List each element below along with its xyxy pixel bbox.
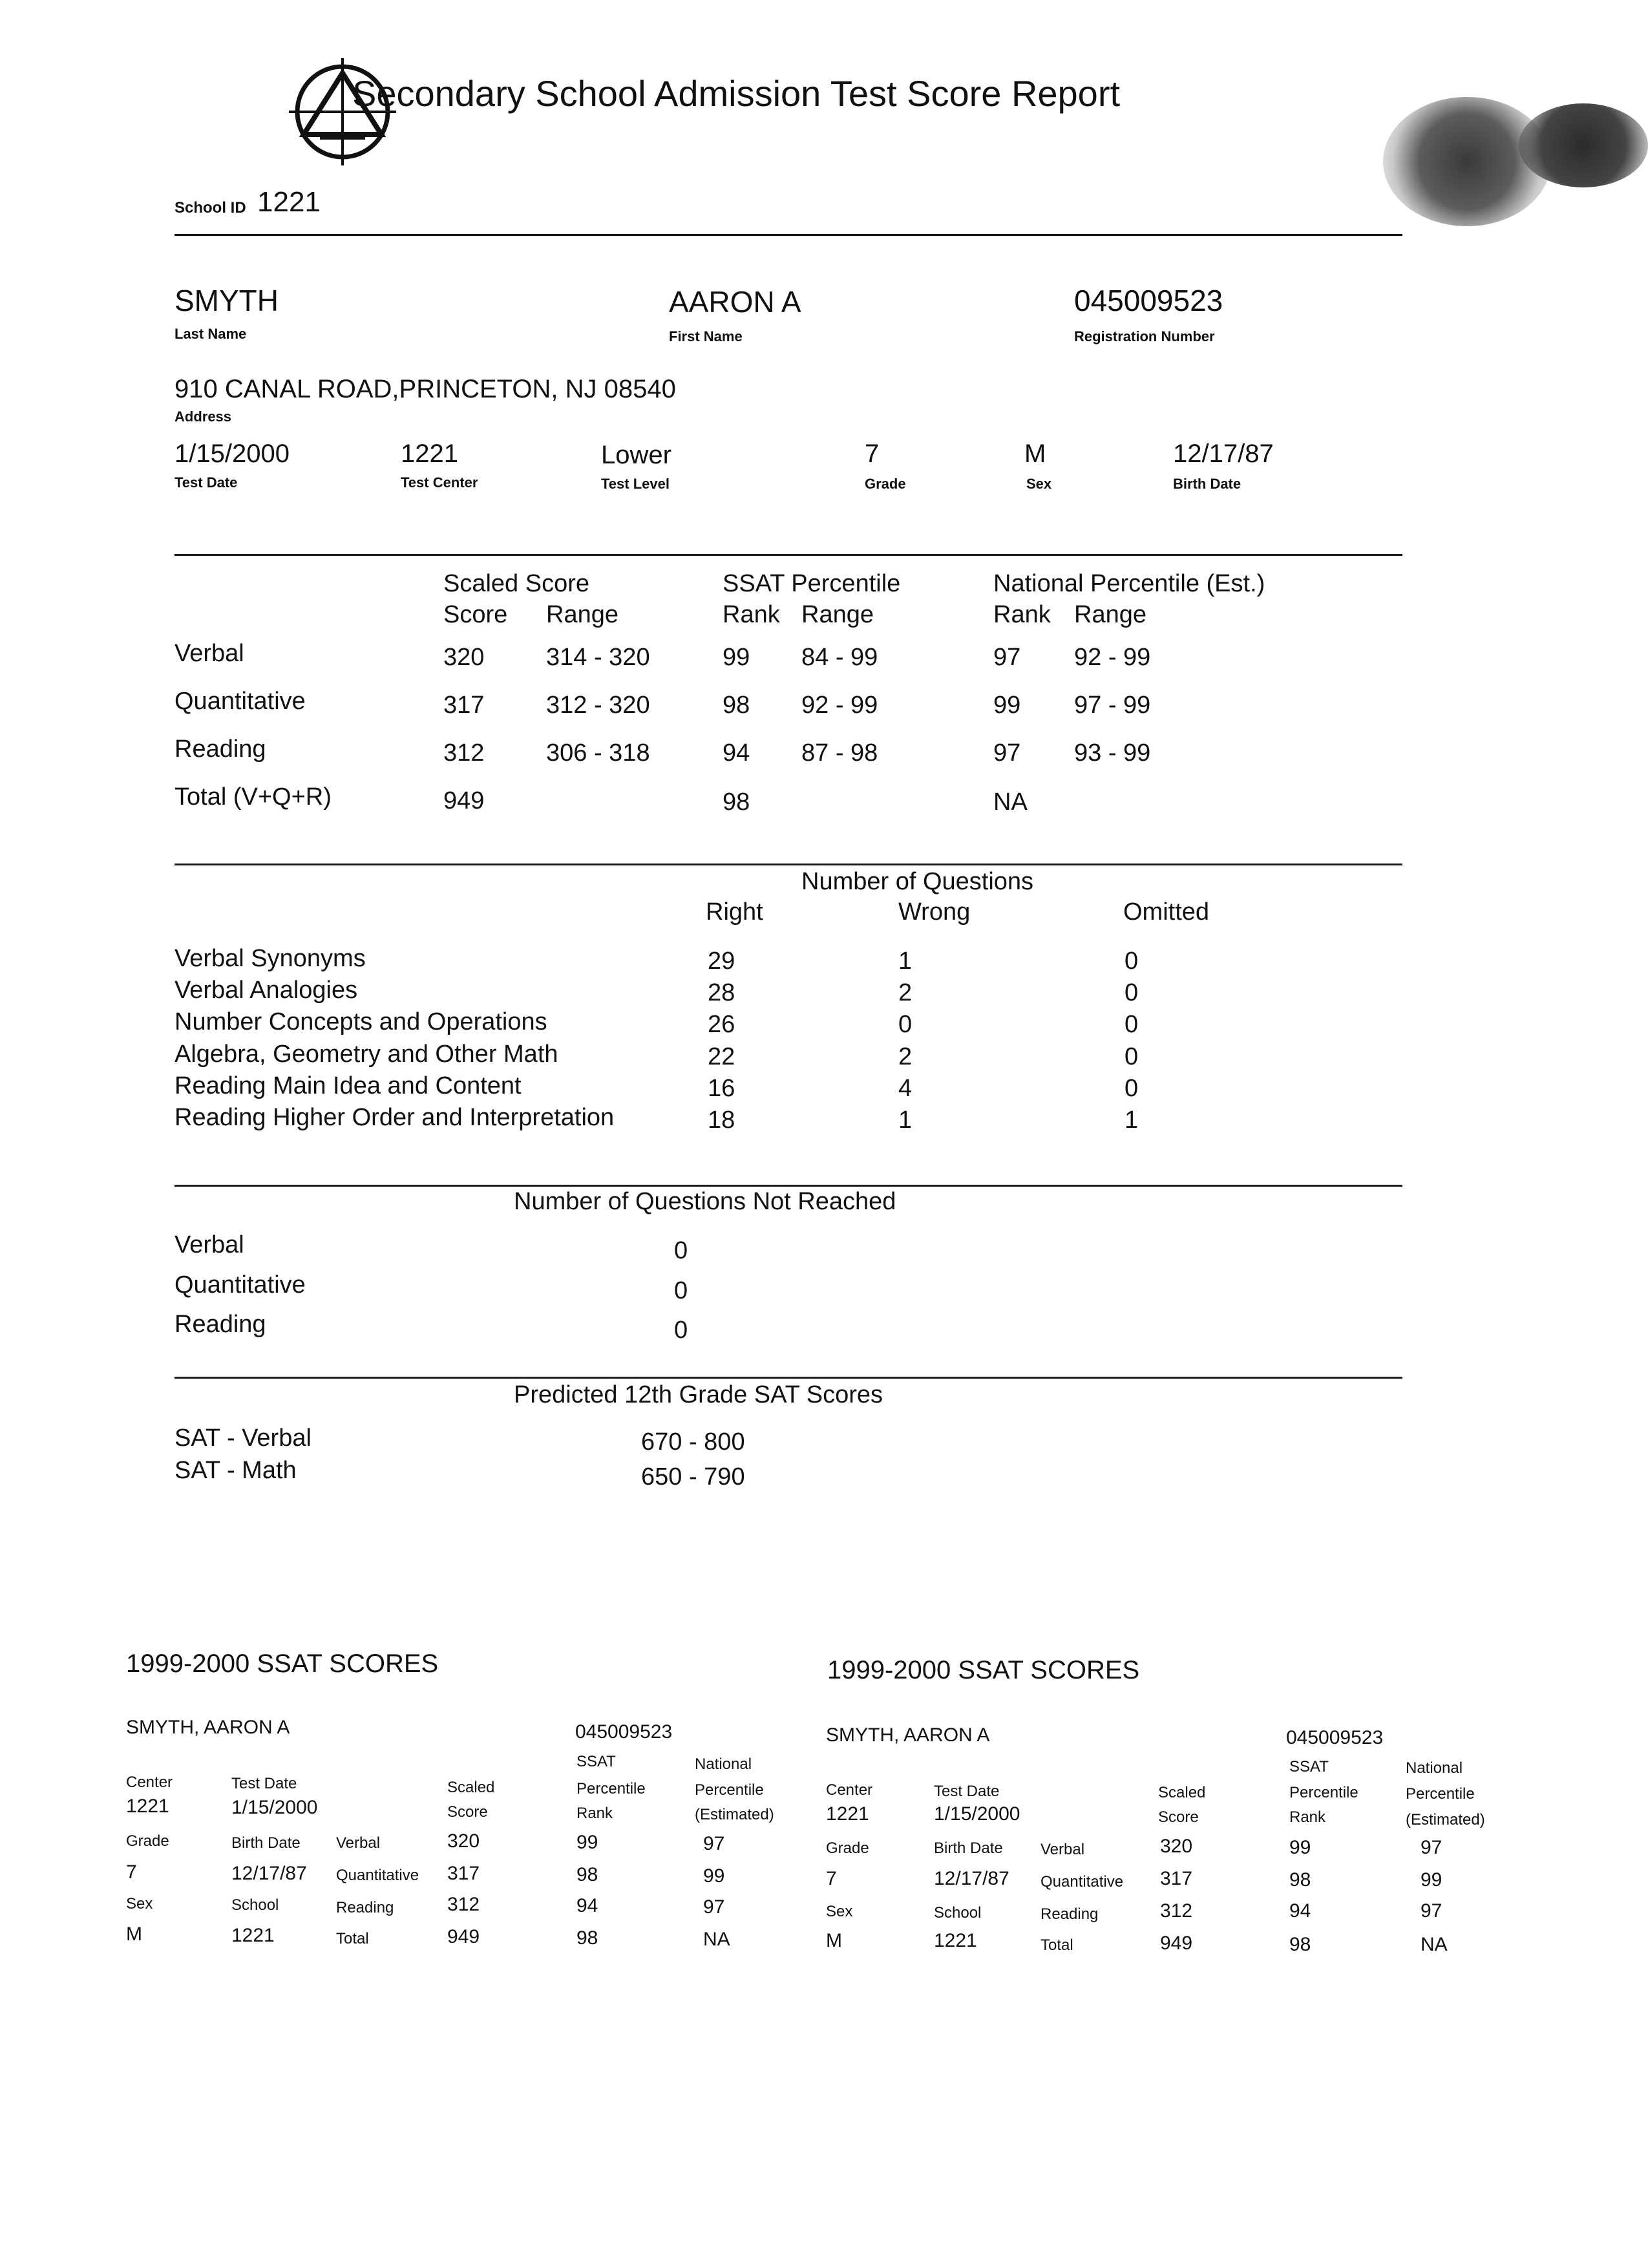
divider bbox=[174, 864, 1402, 865]
stub-test-date: 1/15/2000 bbox=[231, 1797, 318, 1818]
ssat-rank-subheader: Rank bbox=[723, 601, 780, 628]
ssat-rank: 94 bbox=[723, 739, 750, 767]
address: 910 CANAL ROAD,PRINCETON, NJ 08540 bbox=[174, 375, 676, 403]
stub-test-date: 1/15/2000 bbox=[934, 1803, 1020, 1825]
scaled-score-header: Scaled Score bbox=[443, 570, 590, 597]
birth-date-label: Birth Date bbox=[1173, 476, 1241, 492]
stub-grade: 7 bbox=[826, 1868, 837, 1889]
omitted-count: 0 bbox=[1125, 1011, 1139, 1038]
wrong-header: Wrong bbox=[898, 898, 971, 926]
stub-ssat: 99 bbox=[1289, 1837, 1311, 1858]
right-count: 29 bbox=[708, 948, 735, 975]
question-row-label: Algebra, Geometry and Other Math bbox=[174, 1041, 558, 1068]
stub-center-label: Center bbox=[126, 1774, 173, 1791]
stub-title: 1999-2000 SSAT SCORES bbox=[126, 1649, 439, 1678]
divider bbox=[174, 1185, 1402, 1187]
stub-scaled: 317 bbox=[447, 1863, 480, 1884]
stub-nat-label: National bbox=[695, 1755, 752, 1773]
stub-sex: M bbox=[826, 1930, 842, 1951]
nat-range: 97 - 99 bbox=[1074, 692, 1151, 719]
stub-scaled: 312 bbox=[447, 1894, 480, 1915]
stub-scaled-label: Scaled bbox=[447, 1779, 495, 1796]
ssat-range-subheader: Range bbox=[801, 601, 874, 628]
nat-rank: 97 bbox=[993, 644, 1021, 671]
school-id: 1221 bbox=[257, 186, 321, 218]
stub-title: 1999-2000 SSAT SCORES bbox=[827, 1656, 1140, 1684]
stub-ssat-label: Percentile bbox=[1289, 1784, 1358, 1801]
nat-range-subheader: Range bbox=[1074, 601, 1146, 628]
ssat-range: 87 - 98 bbox=[801, 739, 878, 767]
stub-sex: M bbox=[126, 1924, 142, 1945]
ssat-range: 84 - 99 bbox=[801, 644, 878, 671]
registration-label: Registration Number bbox=[1074, 328, 1215, 344]
not-reached-title: Number of Questions Not Reached bbox=[514, 1188, 896, 1215]
stub-score-label: Reading bbox=[336, 1899, 394, 1916]
question-row-label: Reading Higher Order and Interpretation bbox=[174, 1104, 615, 1131]
stub-score-label: Verbal bbox=[336, 1834, 381, 1852]
range-subheader: Range bbox=[546, 601, 618, 628]
right-count: 28 bbox=[708, 979, 735, 1006]
stub-nat-label: (Estimated) bbox=[695, 1806, 774, 1823]
stub-reg: 045009523 bbox=[575, 1721, 673, 1743]
right-count: 26 bbox=[708, 1011, 735, 1038]
nat-rank: NA bbox=[993, 789, 1028, 816]
stub-ssat-label: Rank bbox=[1289, 1808, 1326, 1826]
stub-nat: NA bbox=[703, 1929, 730, 1950]
birth-date: 12/17/87 bbox=[1173, 440, 1274, 468]
nat-rank: 97 bbox=[993, 739, 1021, 767]
not-reached-value: 0 bbox=[674, 1277, 688, 1304]
stub-sex-label: Sex bbox=[826, 1903, 853, 1920]
sat-verbal-label: SAT - Verbal bbox=[174, 1425, 312, 1452]
sat-math-label: SAT - Math bbox=[174, 1457, 297, 1484]
test-date-label: Test Date bbox=[174, 474, 238, 491]
scaled-score: 317 bbox=[443, 692, 485, 719]
scaled-range: 312 - 320 bbox=[546, 692, 650, 719]
stub-score-label: Verbal bbox=[1041, 1841, 1085, 1858]
wrong-count: 0 bbox=[898, 1011, 913, 1038]
stub-nat: 97 bbox=[703, 1896, 725, 1918]
sat-math-value: 650 - 790 bbox=[641, 1463, 745, 1490]
stub-school: 1221 bbox=[231, 1925, 275, 1946]
scaled-range: 314 - 320 bbox=[546, 644, 650, 671]
stub-center: 1221 bbox=[826, 1803, 869, 1825]
omitted-count: 1 bbox=[1125, 1107, 1139, 1134]
divider bbox=[174, 234, 1402, 236]
scaled-score: 312 bbox=[443, 739, 485, 767]
first-name-label: First Name bbox=[669, 328, 743, 344]
not-reached-value: 0 bbox=[674, 1237, 688, 1264]
stub-ssat-label: SSAT bbox=[1289, 1758, 1329, 1775]
scaled-score: 949 bbox=[443, 787, 485, 814]
score-row-label: Total (V+Q+R) bbox=[174, 783, 332, 811]
question-row-label: Verbal Analogies bbox=[174, 977, 358, 1004]
stub-nat-label: Percentile bbox=[695, 1781, 764, 1799]
stub-center-label: Center bbox=[826, 1781, 873, 1799]
sex-label: Sex bbox=[1026, 476, 1052, 492]
registration-number: 045009523 bbox=[1074, 284, 1223, 317]
stub-nat-label: Percentile bbox=[1406, 1785, 1475, 1803]
stub-scaled-label: Score bbox=[447, 1803, 488, 1821]
last-name: SMYTH bbox=[174, 284, 279, 317]
stub-scaled: 320 bbox=[447, 1830, 480, 1852]
stub-scaled: 949 bbox=[447, 1926, 480, 1947]
not-reached-label: Quantitative bbox=[174, 1271, 306, 1298]
score-row-label: Verbal bbox=[174, 640, 244, 667]
stub-school: 1221 bbox=[934, 1930, 977, 1951]
not-reached-label: Verbal bbox=[174, 1231, 244, 1258]
nat-rank-subheader: Rank bbox=[993, 601, 1051, 628]
stub-nat: NA bbox=[1421, 1934, 1448, 1955]
not-reached-label: Reading bbox=[174, 1311, 266, 1338]
wrong-count: 4 bbox=[898, 1075, 913, 1102]
wrong-count: 1 bbox=[898, 948, 913, 975]
stub-score-label: Total bbox=[1041, 1936, 1073, 1954]
omitted-count: 0 bbox=[1125, 979, 1139, 1006]
stub-test-date-label: Test Date bbox=[231, 1775, 297, 1792]
stub-birth-date-label: Birth Date bbox=[231, 1834, 301, 1852]
predicted-title: Predicted 12th Grade SAT Scores bbox=[514, 1381, 883, 1408]
stub-birth-date-label: Birth Date bbox=[934, 1839, 1003, 1857]
ssat-range: 92 - 99 bbox=[801, 692, 878, 719]
stub-scaled: 312 bbox=[1160, 1900, 1193, 1922]
stub-scaled: 949 bbox=[1160, 1933, 1193, 1954]
omitted-count: 0 bbox=[1125, 1043, 1139, 1070]
test-center: 1221 bbox=[401, 440, 458, 468]
stub-center: 1221 bbox=[126, 1796, 169, 1817]
stub-ssat: 98 bbox=[1289, 1869, 1311, 1891]
ssat-rank: 98 bbox=[723, 692, 750, 719]
stub-nat: 97 bbox=[1421, 1837, 1442, 1858]
omitted-count: 0 bbox=[1125, 948, 1139, 975]
stub-score-label: Quantitative bbox=[336, 1867, 419, 1884]
stub-score-label: Total bbox=[336, 1930, 369, 1947]
right-count: 18 bbox=[708, 1107, 735, 1134]
omitted-count: 0 bbox=[1125, 1075, 1139, 1102]
stub-grade-label: Grade bbox=[826, 1839, 869, 1857]
stub-ssat-label: Rank bbox=[576, 1805, 613, 1822]
stub-ssat: 98 bbox=[1289, 1934, 1311, 1955]
report-title: Secondary School Admission Test Score Report bbox=[352, 73, 1121, 114]
stub-nat-label: National bbox=[1406, 1759, 1463, 1777]
test-level: Lower bbox=[601, 441, 671, 469]
address-label: Address bbox=[174, 408, 232, 425]
first-name: AARON A bbox=[669, 285, 801, 319]
stub-scaled: 320 bbox=[1160, 1836, 1193, 1857]
last-name-label: Last Name bbox=[174, 326, 247, 342]
stub-name: SMYTH, AARON A bbox=[826, 1724, 990, 1746]
stub-nat: 97 bbox=[703, 1833, 725, 1854]
stub-school-label: School bbox=[231, 1896, 279, 1914]
sex: M bbox=[1024, 440, 1046, 468]
wrong-count: 2 bbox=[898, 1043, 913, 1070]
stub-birth-date: 12/17/87 bbox=[231, 1863, 307, 1884]
stub-sex-label: Sex bbox=[126, 1895, 153, 1913]
stub-nat-label: (Estimated) bbox=[1406, 1811, 1485, 1828]
stub-ssat: 94 bbox=[1289, 1900, 1311, 1922]
stub-ssat-label: SSAT bbox=[576, 1753, 616, 1770]
question-row-label: Reading Main Idea and Content bbox=[174, 1072, 522, 1099]
question-row-label: Number Concepts and Operations bbox=[174, 1008, 547, 1035]
stub-ssat: 98 bbox=[576, 1864, 598, 1885]
scaled-range: 306 - 318 bbox=[546, 739, 650, 767]
nat-rank: 99 bbox=[993, 692, 1021, 719]
divider bbox=[174, 554, 1402, 556]
test-center-label: Test Center bbox=[401, 474, 478, 491]
stub-score-label: Reading bbox=[1041, 1905, 1099, 1923]
test-date: 1/15/2000 bbox=[174, 440, 290, 468]
stub-school-label: School bbox=[934, 1904, 982, 1922]
stub-name: SMYTH, AARON A bbox=[126, 1717, 290, 1738]
stub-ssat-label: Percentile bbox=[576, 1780, 646, 1797]
wrong-count: 1 bbox=[898, 1107, 913, 1134]
sat-verbal-value: 670 - 800 bbox=[641, 1428, 745, 1456]
test-level-label: Test Level bbox=[601, 476, 670, 492]
right-header: Right bbox=[706, 898, 763, 926]
stub-birth-date: 12/17/87 bbox=[934, 1868, 1009, 1889]
nat-range: 93 - 99 bbox=[1074, 739, 1151, 767]
score-subheader: Score bbox=[443, 601, 508, 628]
grade: 7 bbox=[865, 440, 880, 468]
stub-ssat: 94 bbox=[576, 1895, 598, 1916]
ink-stain bbox=[1519, 103, 1648, 187]
stub-grade: 7 bbox=[126, 1861, 137, 1883]
score-row-label: Quantitative bbox=[174, 688, 306, 715]
stub-scaled-label: Scaled bbox=[1158, 1784, 1206, 1801]
questions-title: Number of Questions bbox=[801, 868, 1034, 895]
nat-range: 92 - 99 bbox=[1074, 644, 1151, 671]
stub-reg: 045009523 bbox=[1286, 1727, 1384, 1748]
ssat-rank: 98 bbox=[723, 789, 750, 816]
stub-test-date-label: Test Date bbox=[934, 1783, 1000, 1800]
right-count: 22 bbox=[708, 1043, 735, 1070]
wrong-count: 2 bbox=[898, 979, 913, 1006]
divider bbox=[174, 1377, 1402, 1379]
ssat-percentile-header: SSAT Percentile bbox=[723, 570, 901, 597]
school-id-label: School ID bbox=[174, 199, 246, 217]
stub-ssat: 99 bbox=[576, 1832, 598, 1853]
score-row-label: Reading bbox=[174, 736, 266, 763]
right-count: 16 bbox=[708, 1075, 735, 1102]
question-row-label: Verbal Synonyms bbox=[174, 945, 366, 972]
stub-scaled-label: Score bbox=[1158, 1808, 1199, 1826]
national-percentile-header: National Percentile (Est.) bbox=[993, 570, 1265, 597]
stub-nat: 99 bbox=[1421, 1869, 1442, 1891]
stub-score-label: Quantitative bbox=[1041, 1873, 1124, 1891]
stub-grade-label: Grade bbox=[126, 1832, 169, 1850]
stub-nat: 97 bbox=[1421, 1900, 1442, 1922]
stub-nat: 99 bbox=[703, 1865, 725, 1887]
ssat-rank: 99 bbox=[723, 644, 750, 671]
omitted-header: Omitted bbox=[1123, 898, 1210, 926]
not-reached-value: 0 bbox=[674, 1317, 688, 1344]
stub-ssat: 98 bbox=[576, 1927, 598, 1949]
grade-label: Grade bbox=[865, 476, 906, 492]
scaled-score: 320 bbox=[443, 644, 485, 671]
stub-scaled: 317 bbox=[1160, 1868, 1193, 1889]
